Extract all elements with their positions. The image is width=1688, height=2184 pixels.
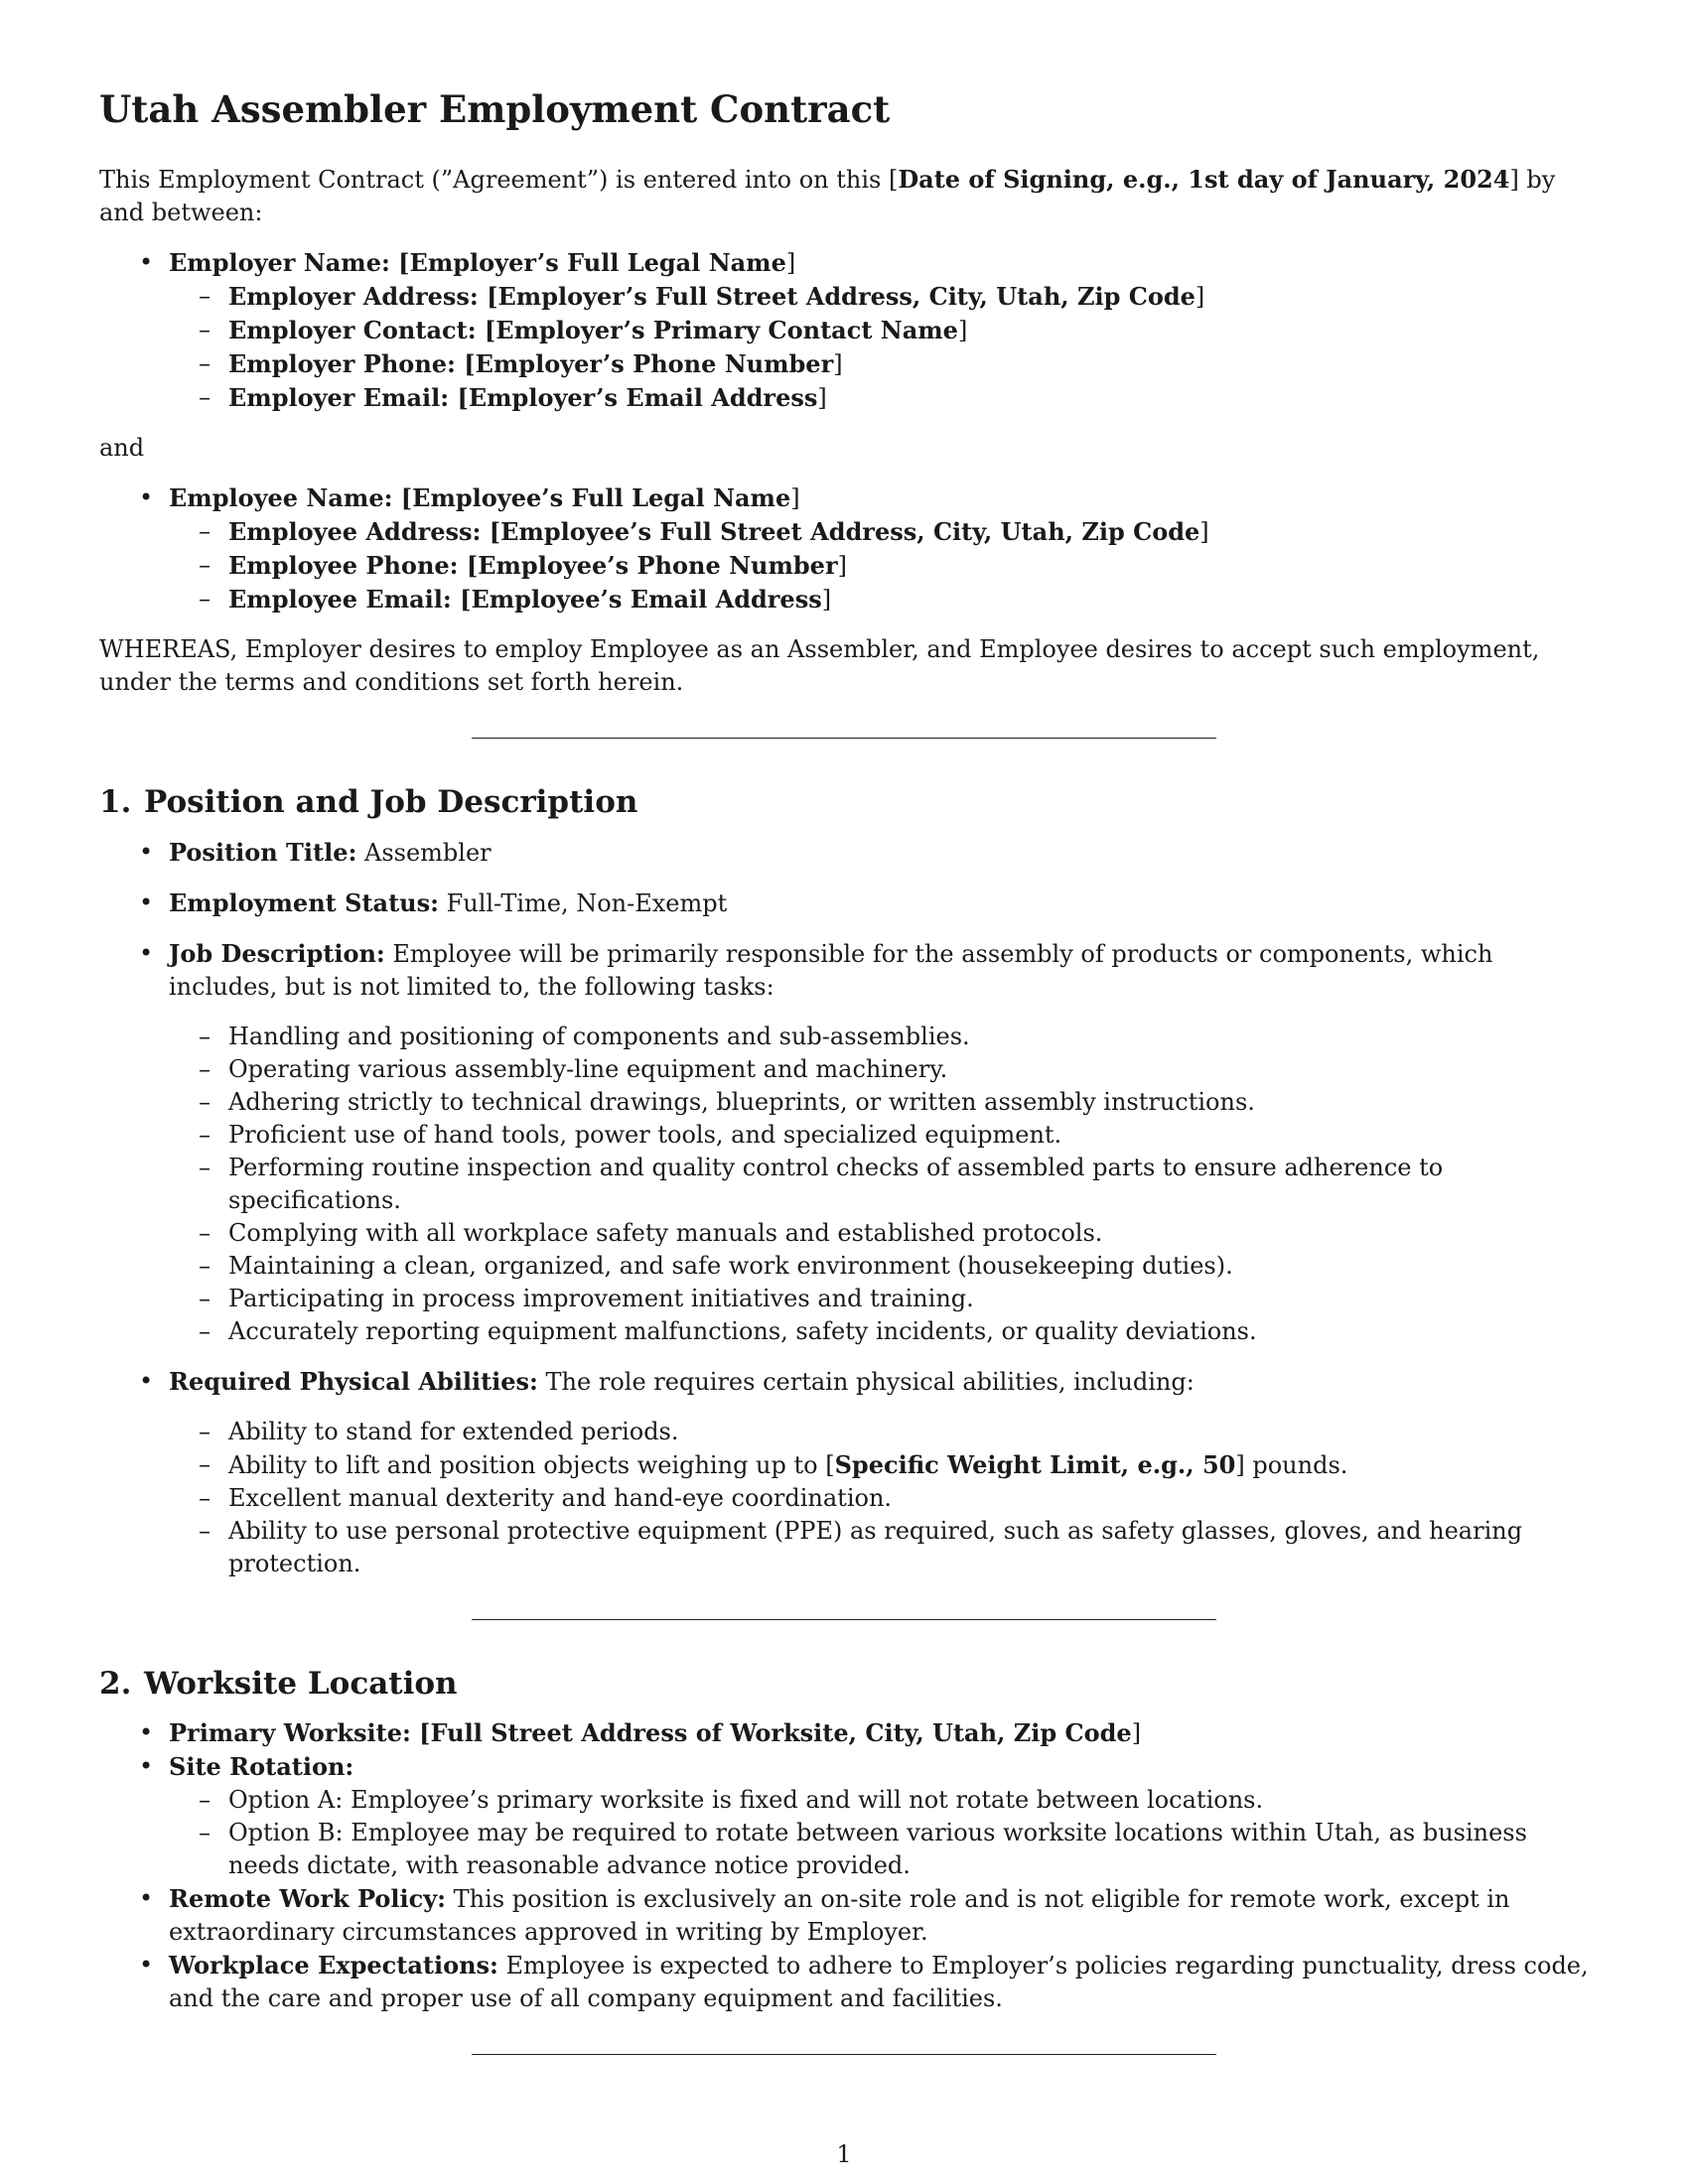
section-1-heading: 1. Position and Job Description: [99, 784, 638, 821]
section-divider: [472, 2054, 1216, 2055]
section-2-list: [99, 1716, 1591, 2015]
employee-list: [99, 481, 1591, 616]
job-description-item: • Job Description: Employee will be primarily responsible for the assembly of products or components, which includes, but is not limited to, the following tasks: – Handling and positioning of components and sub-assemblies. – Operating various assembly-line equipment and machinery. – Adhering strictly to technical drawings, blueprints, or written assembly instructions. – Proficient use of hand tools, power tools, and specialized equipment. – Performing routine inspection and quality control checks of assembled parts to ensure adherence to specifications. – Complying with all workplace safety manuals and established protocols. – Maintaining a clean, organized, and safe work environment (housekeeping duties). – Participating in process improvement initiatives and training. – Accurately reporting equipment malfunctions, safety incidents, or quality deviations.: [99, 937, 1591, 1348]
document-page: [99, 87, 1591, 2055]
employee-details-list: [169, 515, 1591, 616]
intro-post: ] by and between:: [99, 166, 1556, 227]
section-1-list: [99, 836, 1591, 1580]
employer-phone-item: – Employer Phone: [Employer’s Phone Number]: [169, 347, 1591, 381]
intro-paragraph: [99, 163, 1591, 229]
ability-item: – Ability to lift and position objects weighing up to [Specific Weight Limit, e.g., 50] pounds.: [169, 1448, 1591, 1482]
signing-date-placeholder: Date of Signing, e.g., 1st day of January, 2024: [898, 165, 1510, 195]
ability-item: – Excellent manual dexterity and hand-eye coordination.: [169, 1482, 1591, 1515]
employee-name-item: • Employee Name: [Employee’s Full Legal Name] – Employee Address: [Employee’s Full Street Address, City, Utah, Zip Code] – Employee Phone: [Employee’s Phone Number] – Employee Email: [Employee’s Email Address]: [99, 481, 1591, 616]
site-rotation-item: • Site Rotation: – Option A: Employee’s primary worksite is fixed and will not rotate between locations. – Option B: Employee may be required to rotate between various worksite locations within Utah, as business needs dictate, with reasonable advance notice provided.: [99, 1750, 1591, 1882]
page-number: 1: [836, 2140, 852, 2168]
primary-worksite-item: • Primary Worksite: [Full Street Address of Worksite, City, Utah, Zip Code]: [99, 1716, 1591, 1750]
employee-phone-item: – Employee Phone: [Employee’s Phone Number]: [169, 549, 1591, 583]
employer-email-item: – Employer Email: [Employer’s Email Address]: [169, 381, 1591, 415]
abilities-list: [169, 1416, 1591, 1580]
and-text: and: [99, 434, 145, 463]
employer-name-item: • Employer Name: [Employer’s Full Legal Name] – Employer Address: [Employer’s Full Street Address, City, Utah, Zip Code] – Employer Contact: [Employer’s Primary Contact Name] – Employer Phone: [Employer’s Phone Number] – Employer Email: [Employer’s Email Address]: [99, 246, 1591, 415]
task-item: – Handling and positioning of components and sub-assemblies.: [169, 1021, 1591, 1053]
weight-limit-placeholder: Specific Weight Limit, e.g., 50: [834, 1449, 1236, 1479]
physical-abilities-item: • Required Physical Abilities: The role requires certain physical abilities, including: – Ability to stand for extended periods. – Ability to lift and position objects weighing up to [Specific Weight Limit, e.g., 50] pounds. – Excellent manual dexterity and hand-eye coordination. – Ability to use personal protective equipment (PPE) as required, such as safety glasses, gloves, and hearing protection.: [99, 1365, 1591, 1580]
job-tasks-list: [169, 1021, 1591, 1348]
task-item: – Proficient use of hand tools, power tools, and specialized equipment.: [169, 1119, 1591, 1152]
task-item: – Maintaining a clean, organized, and safe work environment (housekeeping duties).: [169, 1250, 1591, 1283]
task-item: – Adhering strictly to technical drawings, blueprints, or written assembly instructions.: [169, 1086, 1591, 1119]
intro-pre: This Employment Contract (”Agreement”) is entered into on this [: [99, 166, 899, 195]
task-item: – Operating various assembly-line equipment and machinery.: [169, 1053, 1591, 1086]
employer-address-item: – Employer Address: [Employer’s Full Street Address, City, Utah, Zip Code]: [169, 280, 1591, 314]
section-2-heading: 2. Worksite Location: [99, 1665, 458, 1702]
task-item: – Performing routine inspection and quality control checks of assembled parts to ensure adherence to specifications.: [169, 1152, 1591, 1217]
rotation-option-item: – Option A: Employee’s primary worksite is fixed and will not rotate between locations.: [169, 1784, 1591, 1817]
workplace-expectations-item: • Workplace Expectations: Employee is expected to adhere to Employer’s policies regarding punctuality, dress code, and the care and proper use of all company equipment and facilities.: [99, 1949, 1591, 2015]
employee-email-item: – Employee Email: [Employee’s Email Address]: [169, 583, 1591, 616]
employee-address-item: – Employee Address: [Employee’s Full Street Address, City, Utah, Zip Code]: [169, 515, 1591, 549]
ability-item: – Ability to use personal protective equipment (PPE) as required, such as safety glasses, gloves, and hearing protection.: [169, 1515, 1591, 1580]
section-divider: [472, 738, 1216, 739]
section-divider: [472, 1619, 1216, 1620]
employer-details-list: [169, 280, 1591, 415]
document-title: Utah Assembler Employment Contract: [99, 87, 891, 131]
employment-status-item: • Employment Status: Full-Time, Non-Exempt: [99, 887, 1591, 920]
rotation-options-list: [169, 1784, 1591, 1882]
rotation-option-item: – Option B: Employee may be required to rotate between various worksite locations within Utah, as business needs dictate, with reasonable advance notice provided.: [169, 1817, 1591, 1882]
task-item: – Complying with all workplace safety manuals and established protocols.: [169, 1217, 1591, 1250]
remote-work-item: • Remote Work Policy: This position is exclusively an on-site role and is not eligible for remote work, except in extraordinary circumstances approved in writing by Employer.: [99, 1882, 1591, 1949]
position-title-item: • Position Title: Assembler: [99, 836, 1591, 870]
employer-list: [99, 246, 1591, 415]
whereas-paragraph: WHEREAS, Employer desires to employ Employee as an Assembler, and Employee desires to accept such employment, under the terms and conditions set forth herein.: [99, 635, 1540, 697]
task-item: – Accurately reporting equipment malfunctions, safety incidents, or quality deviations.: [169, 1315, 1591, 1348]
employer-contact-item: – Employer Contact: [Employer’s Primary Contact Name]: [169, 314, 1591, 347]
ability-item: – Ability to stand for extended periods.: [169, 1416, 1591, 1448]
task-item: – Participating in process improvement initiatives and training.: [169, 1283, 1591, 1315]
